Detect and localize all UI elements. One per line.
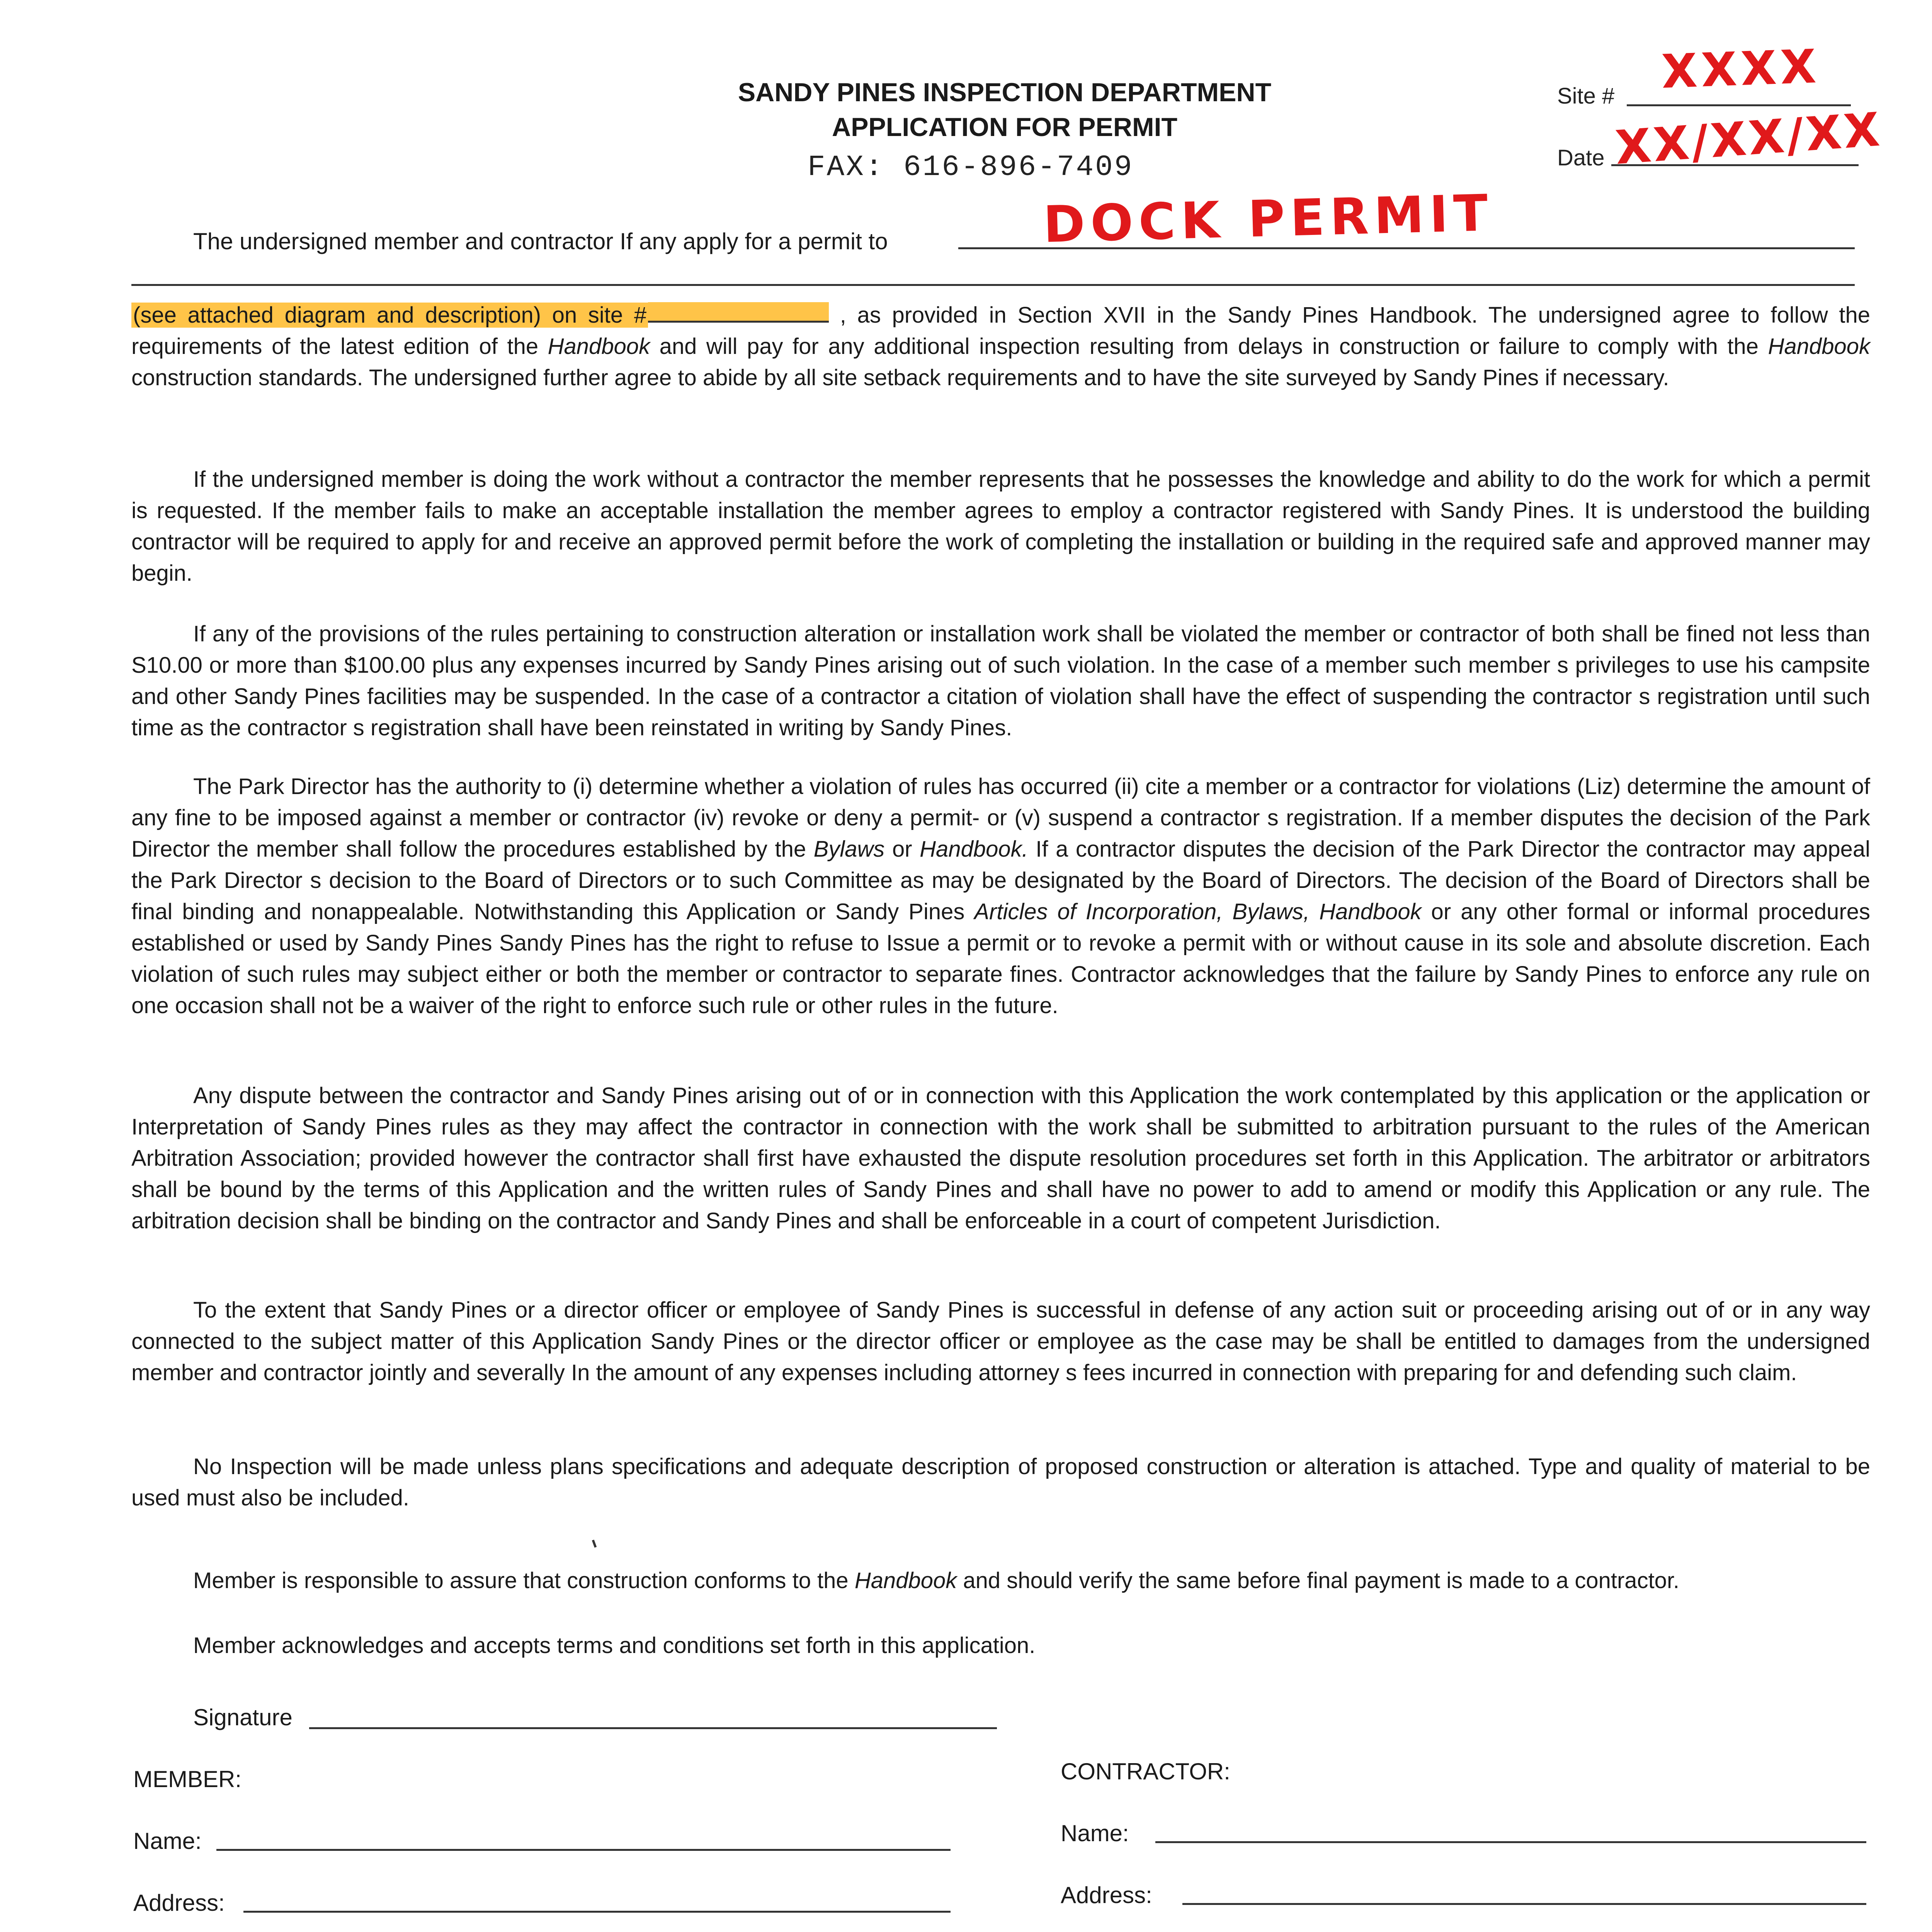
date-value-handwritten: XX/XX/XX [1613, 103, 1884, 175]
paragraph-member-responsibility: Member is responsible to assure that construction conforms to the Handbook and should verify the same before final payment is made to a contractor. [193, 1568, 1680, 1593]
site-value-handwritten: XXXX [1660, 39, 1821, 99]
paragraph-damages: To the extent that Sandy Pines or a director officer or employee of Sandy Pines is successful in defense of any action suit or proceeding arising out of or in any way connected to the subject matter of this Application Sandy Pines or the director officer or employee as the case may be shall be entitled to damages from the undersigned member and contractor jointly and severally In the amount of any expenses including attorney s fees incurred in connection with preparing for and defending such claim. [131, 1298, 1870, 1385]
fax-number: FAX: 616-896-7409 [808, 151, 1134, 184]
member-address-line[interactable] [243, 1911, 951, 1913]
site-label: Site # [1557, 83, 1615, 109]
member-name-line[interactable] [216, 1849, 951, 1851]
paragraph-acknowledgement: Member acknowledges and accepts terms and conditions set forth in this application. [193, 1633, 1036, 1658]
paragraph-park-director: The Park Director has the authority to (i) determine whether a violation of rules has occurred (ii) cite a member or a contractor for violations (Liz) determine the amount of any fine to be imposed against a member or contractor (iv) revoke or deny a permit- or (v) suspend a contractor s registration. If a member disputes the decision of the Park Director the member shall follow the procedures established by the Bylaws or Handbook. If a contractor disputes the decision of the Park Director the contractor may appeal the Park Director s decision to the Board of Directors or to such Committee as may be designated by the Board of Directors. The decision of the Board of Directors shall be final binding and nonappealable. Notwithstanding this Application or Sandy Pines Articles of Incorporation, Bylaws, Handbook or any other formal or informal procedures established or used by Sandy Pines Sandy Pines has the right to refuse to Issue a permit or to revoke a permit with or without cause in its sole and absolute discretion. Each violation of such rules may subject either or both the member or contractor to separate fines. Contractor acknowledges that the failure by Sandy Pines to enforce any rule on one occasion shall not be a waiver of the right to enforce such rule or other rules in the future. [131, 774, 1871, 1018]
paragraph-terms: (see attached diagram and description) on site # , as provided in Section XVII in the Sandy Pines Handbook. The undersigned agree to follow the requirements of the latest edition of the Handbook and will pay for any additional inspection resulting from delays in construction or failure to comply with the Handbook construction standards. The undersigned further agree to abide by all site setback requirements and to have the site surveyed by Sandy Pines if necessary. [131, 303, 1871, 390]
date-label: Date [1557, 145, 1605, 170]
member-heading: MEMBER: [133, 1766, 242, 1792]
contractor-address-line[interactable] [1182, 1903, 1866, 1905]
form-title: APPLICATION FOR PERMIT [832, 112, 1178, 142]
permit-for-handwritten: DOCK PERMIT [1043, 183, 1494, 254]
signature-label: Signature [193, 1704, 293, 1730]
member-name-label: Name: [133, 1828, 202, 1854]
contractor-name-label: Name: [1061, 1820, 1129, 1846]
paragraph-member-work: If the undersigned member is doing the work without a contractor the member represents that he possesses the knowledge and ability to do the work for which a permit is requested. If the member fails to make an acceptable installation the member agrees to employ a contractor registered with Sandy Pines. It is understood the building contractor will be required to apply for and receive an approved permit before the work of completing the installation or building in the required safe and approved manner may begin. [131, 467, 1870, 586]
highlighted-site-clause: (see attached diagram and description) on site # [131, 303, 648, 328]
contractor-heading: CONTRACTOR: [1061, 1759, 1230, 1784]
site-number-blank [648, 302, 829, 323]
stray-mark [592, 1540, 597, 1548]
signature-line[interactable] [309, 1727, 997, 1729]
contractor-address-label: Address: [1061, 1882, 1152, 1908]
paragraph-arbitration: Any dispute between the contractor and Sandy Pines arising out of or in connection with this Application the work contemplated by this application or the application or Interpretation of Sandy Pines rules as they may affect the contractor in connection with the work shall be submitted to arbitration pursuant to the rules of the American Arbitration Association; provided however the contractor shall first have exhausted the dispute resolution procedures set forth in this Application. The arbitrator or arbitrators shall be bound by the terms of this Application and the written rules of Sandy Pines and shall have no power to add to amend or modify this Application or any rule. The arbitration decision shall be binding on the contractor and Sandy Pines and shall be enforceable in a court of competent Jurisdiction. [131, 1083, 1870, 1233]
paragraph-inspection-plans: No Inspection will be made unless plans specifications and adequate description of proposed construction or alteration is attached. Type and quality of material to be used must also be included. [131, 1454, 1870, 1510]
paragraph-fines: If any of the provisions of the rules pertaining to construction alteration or installation work shall be violated the member or contractor of both shall be fined not less than S10.00 or more than $100.00 plus any expenses incurred by Sandy Pines arising out of such violation. In the case of a member such member s privileges to use his campsite and other Sandy Pines facilities may be suspended. In the case of a contractor a citation of violation shall have the effect of suspending the contractor s registration until such time as the contractor s registration shall have been reinstated in writing by Sandy Pines. [131, 621, 1870, 740]
intro-text: The undersigned member and contractor If any apply for a permit to [193, 228, 888, 254]
member-address-label: Address: [133, 1890, 225, 1916]
site-line [1627, 104, 1851, 106]
department-title: SANDY PINES INSPECTION DEPARTMENT [738, 78, 1272, 107]
intro-second-line [131, 284, 1855, 286]
contractor-name-line[interactable] [1155, 1841, 1866, 1843]
